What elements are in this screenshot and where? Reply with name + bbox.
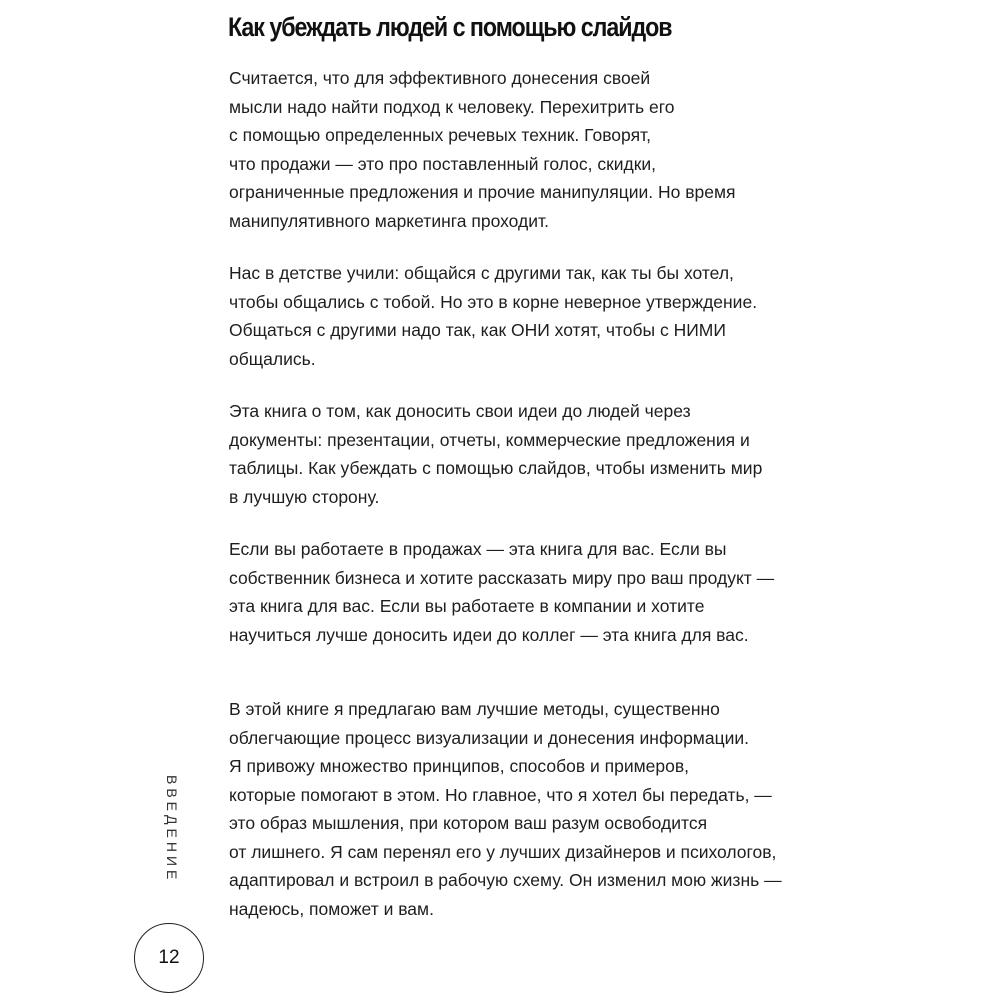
text-line: ограниченные предложения и прочие манипуляции. Но время <box>229 182 736 202</box>
text-line: мысли надо найти подход к человеку. Перехитрить его <box>229 96 675 117</box>
page-number-text: 12 <box>158 947 180 968</box>
text-line: это образ мышления, при котором ваш разум освободится <box>229 813 708 833</box>
text-line: что продажи — это про поставленный голос, скидки, <box>229 153 657 174</box>
text-line: чтобы общались с тобой. Но это в корне неверное утверждение. <box>229 291 758 312</box>
paragraph-spacer <box>229 373 919 397</box>
paragraph-spacer <box>229 511 919 535</box>
section-heading: Как убеждать людей с помощью слайдов <box>228 12 672 42</box>
text-line: таблицы. Как убеждать с помощью слайдов, чтобы изменить мир <box>229 458 763 478</box>
text-line: собственник бизнеса и хотите рассказать миру про ваш продукт — <box>229 567 775 588</box>
text-line: документы: презентации, отчеты, коммерческие предложения и <box>229 429 750 450</box>
text-line: в лучшую сторону. <box>229 486 380 507</box>
text-line: В этой книге я предлагаю вам лучшие методы, существенно <box>229 699 720 719</box>
body-text <box>229 64 919 923</box>
paragraph-1 <box>229 64 919 235</box>
paragraph-spacer <box>229 235 919 259</box>
text-line: манипулятивного маркетинга проходит. <box>229 210 549 231</box>
text-line: Я привожу множество принципов, способов и примеров, <box>229 756 690 776</box>
text-line: Считается, что для эффективного донесения своей <box>229 68 651 88</box>
text-line: общались. <box>229 348 316 369</box>
paragraph-spacer <box>229 649 919 695</box>
text-line: Эта книга о том, как доносить свои идеи до людей через <box>229 401 691 421</box>
paragraph-3 <box>229 397 919 511</box>
text-line: от лишнего. Я сам перенял его у лучших дизайнеров и психологов, <box>229 841 777 862</box>
text-line: эта книга для вас. Если вы работаете в компании и хотите <box>229 596 705 616</box>
paragraph-4 <box>229 535 919 649</box>
text-line: научиться лучше доносить идеи до коллег — эта книга для вас. <box>229 624 749 645</box>
text-line: Общаться с другими надо так, как ОНИ хотят, чтобы с НИМИ <box>229 320 726 340</box>
text-line: Если вы работаете в продажах — эта книга для вас. Если вы <box>229 539 727 559</box>
paragraph-2 <box>229 259 919 373</box>
text-line: с помощью определенных речевых техник. Говорят, <box>229 125 651 145</box>
page-number <box>134 923 204 993</box>
section-side-label: ВВЕДЕНИЕ <box>164 775 180 884</box>
text-line: облегчающие процесс визуализации и донесения информации. <box>229 727 750 748</box>
text-line: Нас в детстве учили: общайся с другими так, как ты бы хотел, <box>229 263 734 283</box>
text-line: надеюсь, поможет и вам. <box>229 898 434 919</box>
text-line: адаптировал и встроил в рабочую схему. Он изменил мою жизнь — <box>229 870 782 890</box>
paragraph-5 <box>229 695 919 923</box>
text-line: которые помогают в этом. Но главное, что я хотел бы передать, — <box>229 784 772 805</box>
